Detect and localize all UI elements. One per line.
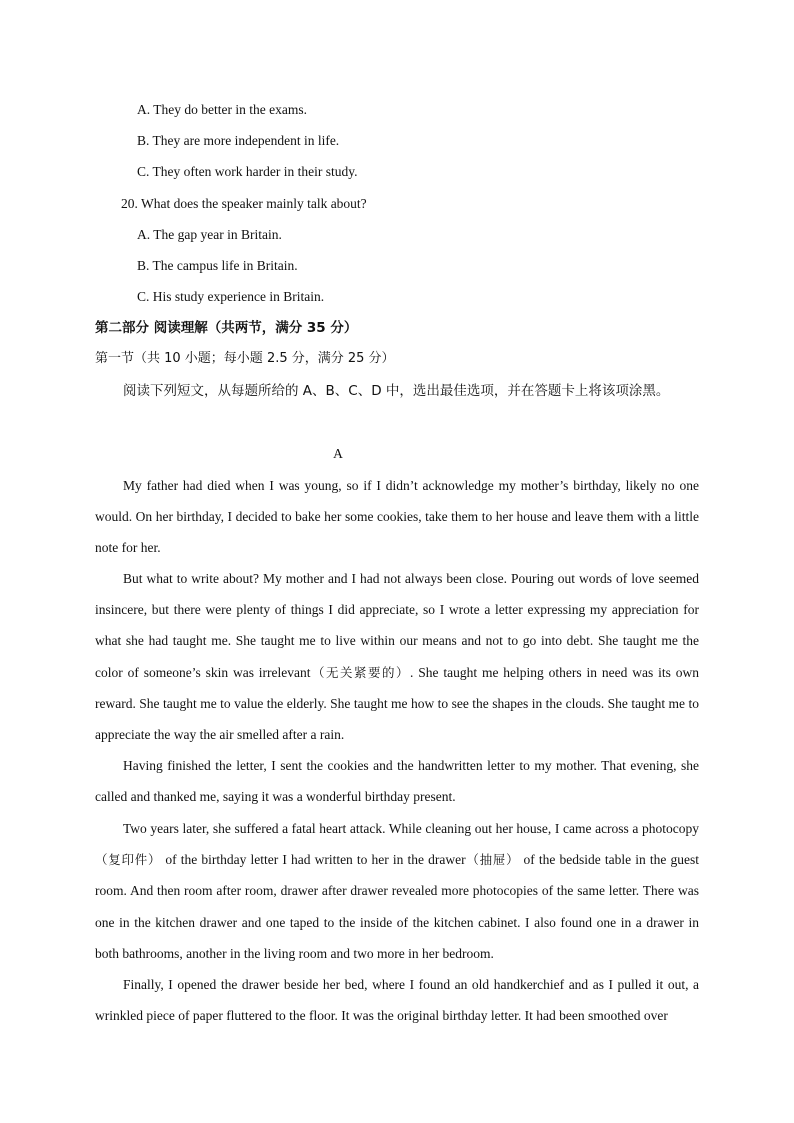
q19-option-c: C. They often work harder in their study. xyxy=(137,164,358,179)
passage-paragraph-3: Having finished the letter, I sent the cookies and the handwritten letter to my mother. That evening, she called and thanked me, saying it was a wonderful birthday present. xyxy=(95,758,699,805)
q20-option-c: C. His study experience in Britain. xyxy=(137,289,325,304)
q20-question: 20. What does the speaker mainly talk about? xyxy=(121,196,367,211)
paragraph-4-text-c: of the bedside table in the guest room. And then room after room, drawer after drawer revealed more photocopies of the same letter. There was one in the kitchen drawer and one taped to the inside of the kitchen cabinet. I also found one in a drawer in both bathrooms, another in the living room and two more in her bedroom. xyxy=(95,852,699,961)
q20-option-a: A. The gap year in Britain. xyxy=(137,227,282,242)
gloss-irrelevant: （无关紧要的） xyxy=(310,664,410,680)
passage-label: A xyxy=(333,446,343,461)
part2-heading: 第二部分 阅读理解（共两节，满分 35 分） xyxy=(95,320,358,336)
q19-option-a: A. They do better in the exams. xyxy=(137,102,307,117)
paragraph-2-text-b: . She taught me helping others in need was its own reward. She taught me to value the elderly. She taught me how to see the shapes in the clouds. She taught me to appreciate the way the air smelled after a rain. xyxy=(95,664,699,743)
passage-paragraph-1: My father had died when I was young, so if I didn’t acknowledge my mother’s birthday, likely no one would. On her birthday, I decided to bake her some cookies, take them to her house and leave them with a little note for her. xyxy=(95,478,699,556)
q20-option-b: B. The campus life in Britain. xyxy=(137,258,298,273)
gloss-photocopy: （复印件） xyxy=(95,852,162,868)
section1-heading: 第一节（共 10 小题；每小题 2.5 分，满分 25 分） xyxy=(95,351,395,366)
passage-paragraph-4 xyxy=(95,813,699,969)
passage-paragraph-2 xyxy=(95,563,699,750)
paragraph-4-text-b: of the birthday letter I had written to her in the drawer xyxy=(161,852,466,868)
paragraph-2-text-a: But what to write about? My mother and I had not always been close. Pouring out words of love seemed insincere, but there were plenty of things I did appreciate, so I wrote a letter expressing my appreciation for what she had taught me. She taught me to live within our means and not to go into debt. She taught me the color of someone’s skin was irrelevant xyxy=(95,571,699,680)
passage-paragraph-5: Finally, I opened the drawer beside her bed, where I found an old handkerchief and as I pulled it out, a wrinkled piece of paper fluttered to the floor. It was the original birthday letter. It had been smoothed over xyxy=(95,977,699,1024)
paragraph-4-text-a: Two years later, she suffered a fatal heart attack. While cleaning out her house, I came across a photocopy xyxy=(123,821,699,836)
q19-option-b: B. They are more independent in life. xyxy=(137,133,340,148)
gloss-drawer: （抽屉） xyxy=(465,852,520,868)
reading-instruction: 阅读下列短文，从每题所给的 A、B、C、D 中，选出最佳选项，并在答题卡上将该项涂黑。 xyxy=(123,383,670,399)
